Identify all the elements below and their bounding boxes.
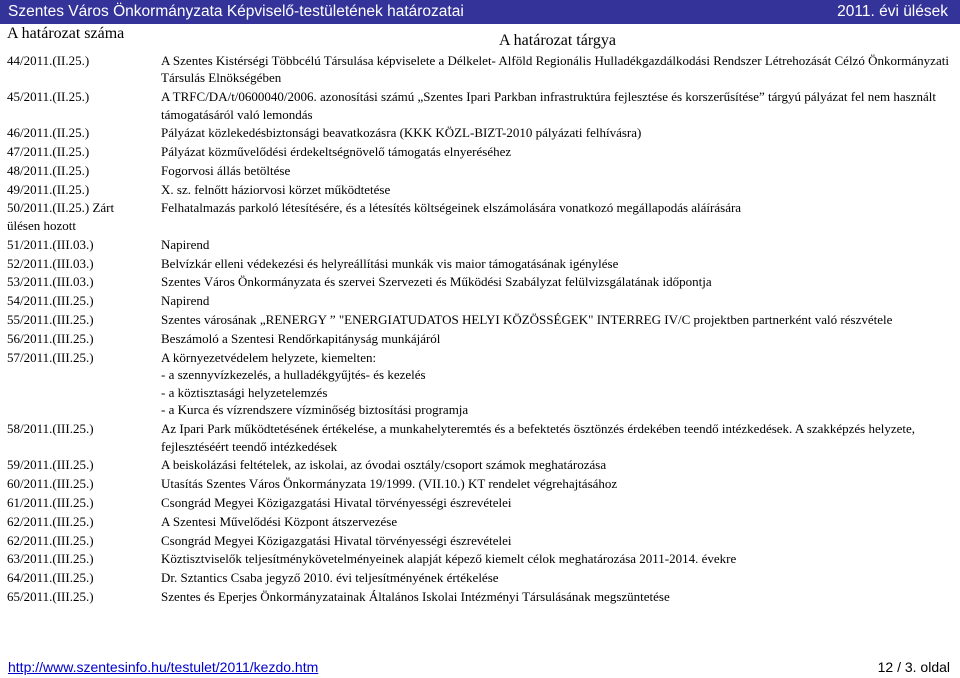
subject-line: Csongrád Megyei Közigazgatási Hivatal törvényességi észrevételei [161,495,512,511]
subject-line: Dr. Sztantics Csaba jegyző 2010. évi teljesítményének értékelése [161,570,499,586]
subject-line: - a Kurca és vízrendszere vízminőség biztosítási programja [161,402,469,418]
subject-line: Napirend [161,293,210,309]
subject-line: A beiskolázási feltételek, az iskolai, az óvodai osztály/csoport számok meghatározása [161,457,607,473]
resolution-number: 44/2011.(II.25.) [7,52,90,68]
header-title: Szentes Város Önkormányzata Képviselő-testületének határozatai [8,3,464,20]
subject-line: Köztisztviselők teljesítménykövetelményeinek alapját képező kiemelt célok meghatározása 2011-2014. évekre [161,551,737,567]
resolution-number: 49/2011.(II.25.) [7,181,90,197]
table-row [1,124,959,143]
table-row [1,310,959,329]
subject-line: A környezetvédelem helyzete, kiemelten: [161,349,377,365]
resolution-subject [150,512,959,531]
subject-line: Utasítás Szentes Város Önkormányzata 19/1999. (VII.10.) KT rendelet végrehajtásához [161,476,618,492]
subject-line: Szentes Város Önkormányzata és szervei Szervezeti és Működési Szabályzat felülvizsgálatának időpontja [161,274,712,290]
subject-line: Az Ipari Park működtetésének értékelése, a munkahelyteremtés és a befektetés ösztönzés érdekében teendő intézkedések. A szakképzés helyzete, fejlesztéséért teendő intézkedések [161,421,916,454]
resolution-subject [150,143,959,162]
table-row [1,329,959,348]
table-row [1,587,959,606]
subject-line: - a szennyvízkezelés, a hulladékgyűjtés- és kezelés [161,367,426,383]
resolution-subject [150,587,959,606]
subject-line: Fogorvosi állás betöltése [161,162,291,178]
table-row [1,420,959,456]
subject-line: A TRFC/DA/t/0600040/2006. azonosítási számú „Szentes Ipari Parkban infrastruktúra fejlesztése és korszerűsítése” tárgyú pályázat fel nem használt támogatásáról való lemondás [161,88,936,122]
table-row [1,292,959,311]
subject-line: Pályázat közművelődési érdekeltségnövelő támogatás elnyeréséhez [161,144,512,160]
resolution-subject [150,329,959,348]
resolution-subject [150,235,959,254]
resolution-subject [150,124,959,143]
resolutions-table [1,24,959,606]
resolution-subject [150,456,959,475]
resolution-subject [150,420,959,456]
page-number: 12 / 3. oldal [877,659,950,675]
resolution-number: 50/2011.(II.25.) Zárt ülésen hozott [7,200,115,234]
column-header-subject: A határozat tárgya [499,32,616,49]
resolution-number: 59/2011.(III.25.) [7,457,94,473]
resolution-subject [150,569,959,588]
footer-url-link[interactable]: http://www.szentesinfo.hu/testulet/2011/kezdo.htm [8,659,319,675]
subject-line: Szentes és Eperjes Önkormányzatainak Általános Iskolai Intézményi Társulásának megszüntetése [161,588,670,604]
subject-line: A Szentesi Művelődési Központ átszervezése [161,513,398,529]
resolution-subject [150,51,959,87]
resolution-number: 63/2011.(III.25.) [7,551,94,567]
resolutions-table-container [1,24,959,606]
resolution-subject [150,475,959,494]
table-row [1,143,959,162]
resolution-number: 46/2011.(II.25.) [7,125,90,141]
table-row [1,569,959,588]
table-header-row [1,24,959,51]
subject-line: Pályázat közlekedésbiztonsági beavatkozásra (KKK KÖZL-BIZT-2010 pályázati felhívásra) [161,125,642,141]
resolution-number: 47/2011.(II.25.) [7,144,90,160]
resolution-number: 61/2011.(III.25.) [7,495,94,511]
resolution-number: 56/2011.(III.25.) [7,330,94,346]
resolution-number: 64/2011.(III.25.) [7,570,94,586]
resolution-number: 48/2011.(II.25.) [7,162,90,178]
resolution-subject [150,550,959,569]
table-row [1,254,959,273]
resolution-number: 60/2011.(III.25.) [7,476,94,492]
table-row [1,456,959,475]
table-row [1,87,959,123]
resolution-subject [150,161,959,180]
resolution-subject [150,199,959,235]
table-row [1,180,959,199]
subject-line: A Szentes Kistérségi Többcélú Társulása képviselete a Délkelet- Alföld Regionális Hulladékgazdálkodási Rendszer Létrehozását Célzó Önkormányzati Társulás Elnökségében [161,52,949,86]
table-row [1,550,959,569]
subject-line: Beszámoló a Szentesi Rendőrkapitányság munkájáról [161,330,441,346]
resolution-number: 57/2011.(III.25.) [7,349,94,365]
resolution-number: 62/2011.(III.25.) [7,532,94,548]
resolution-subject [150,310,959,329]
subject-line: - a köztisztasági helyzetelemzés [161,384,328,400]
resolution-subject [150,493,959,512]
subject-line: Belvízkár elleni védekezési és helyreállítási munkák vis maior támogatásának igénylése [161,255,619,271]
resolution-number: 55/2011.(III.25.) [7,311,94,327]
resolution-subject [150,273,959,292]
subject-line: Napirend [161,236,210,252]
resolution-subject [150,180,959,199]
resolution-number: 62/2011.(III.25.) [7,513,94,529]
table-row [1,348,959,420]
resolution-number: 51/2011.(III.03.) [7,236,94,252]
subject-line: Csongrád Megyei Közigazgatási Hivatal törvényességi észrevételei [161,532,512,548]
resolution-subject [150,292,959,311]
table-row [1,475,959,494]
page-header [0,0,960,24]
table-row [1,512,959,531]
resolution-number: 53/2011.(III.03.) [7,274,94,290]
resolution-subject [150,254,959,273]
table-row [1,235,959,254]
table-body [1,51,959,606]
header-meeting-year: 2011. évi ülések [837,3,948,20]
table-row [1,161,959,180]
table-row [1,493,959,512]
resolution-subject [150,531,959,550]
resolution-subject [150,348,959,420]
resolution-number: 54/2011.(III.25.) [7,293,94,309]
table-row [1,273,959,292]
table-row [1,531,959,550]
resolution-number: 58/2011.(III.25.) [7,421,94,437]
table-row [1,199,959,235]
resolution-number: 65/2011.(III.25.) [7,588,94,604]
subject-line: X. sz. felnőtt háziorvosi körzet működtetése [161,181,391,197]
resolution-subject [150,87,959,123]
resolution-number: 52/2011.(III.03.) [7,255,94,271]
resolution-number: 45/2011.(II.25.) [7,88,90,104]
subject-line: Szentes városának „RENERGY ” "ENERGIATUDATOS HELYI KÖZÖSSÉGEK" INTERREG IV/C projektben partnerként való részvétele [161,311,893,327]
column-header-number: A határozat száma [7,25,125,42]
subject-line: Felhatalmazás parkoló létesítésére, és a létesítés költségeinek elszámolására vonatkozó megállapodás aláírására [161,200,742,216]
page-footer [0,655,960,678]
table-row [1,51,959,87]
